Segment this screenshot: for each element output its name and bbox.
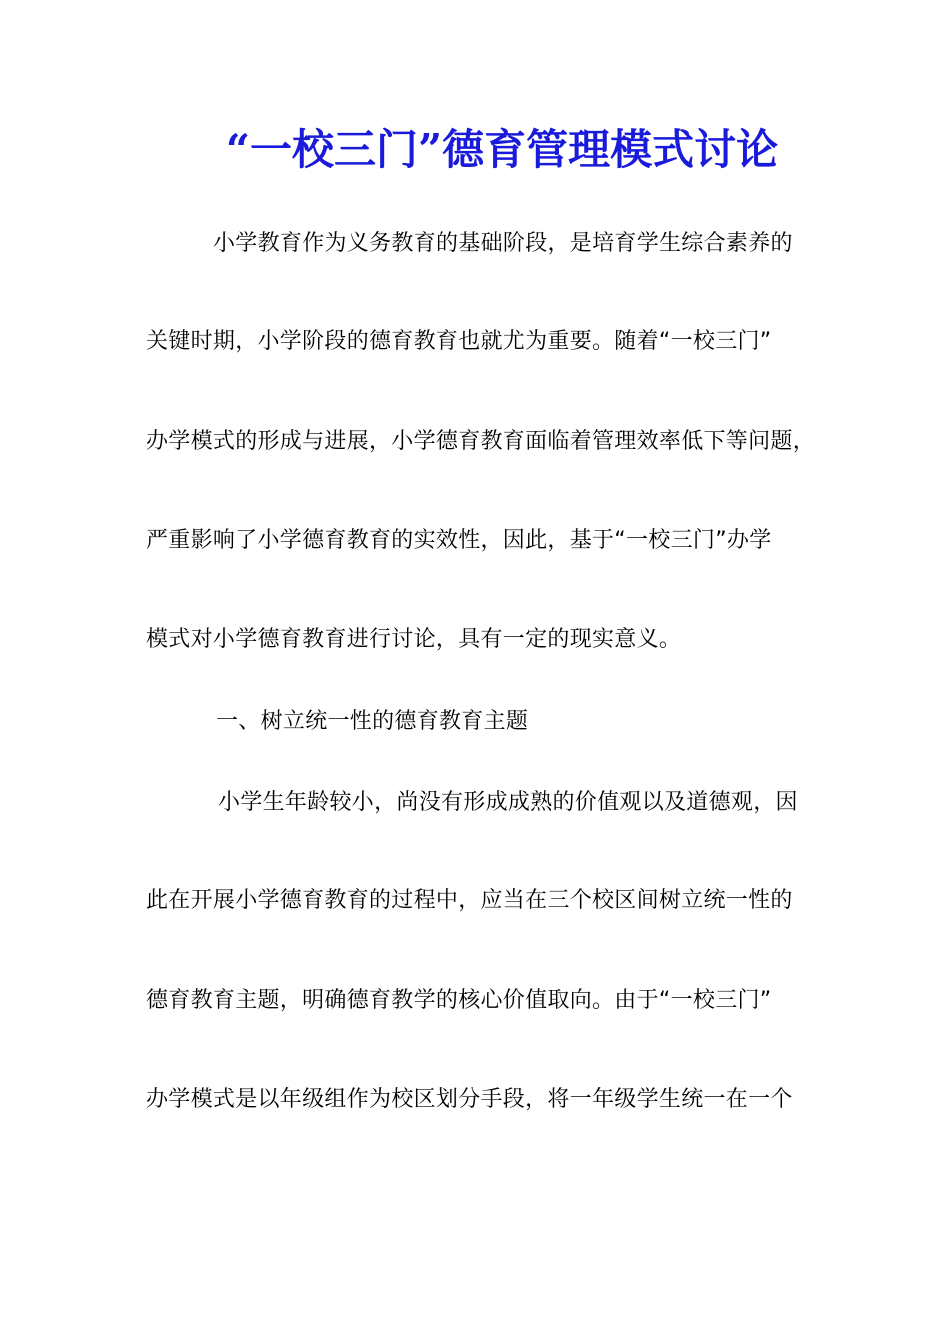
paragraph-line: 办学模式是以年级组作为校区划分手段，将一年级学生统一在一个 [146, 1087, 793, 1112]
paragraph-line: 小学教育作为义务教育的基础阶段，是培育学生综合素养的 [213, 231, 793, 256]
paragraph-line: 此在开展小学德育教育的过程中，应当在三个校区间树立统一性的 [146, 888, 793, 913]
section-heading: 一、树立统一性的德育教育主题 [216, 709, 529, 734]
paragraph-line: 关键时期，小学阶段的德育教育也就尤为重要。随着“一校三门” [146, 329, 772, 354]
paragraph-line: 模式对小学德育教育进行讨论，具有一定的现实意义。 [146, 627, 682, 652]
paragraph-line: 办学模式的形成与进展，小学德育教育面临着管理效率低下等问题， [146, 429, 816, 454]
document-title: “一校三门”德育管理模式讨论 [225, 125, 779, 174]
paragraph-line: 小学生年龄较小，尚没有形成成熟的价值观以及道德观，因 [218, 790, 798, 815]
paragraph-line: 德育教育主题，明确德育教学的核心价值取向。由于“一校三门” [146, 988, 772, 1013]
paragraph-line: 严重影响了小学德育教育的实效性，因此，基于“一校三门”办学 [146, 528, 772, 553]
